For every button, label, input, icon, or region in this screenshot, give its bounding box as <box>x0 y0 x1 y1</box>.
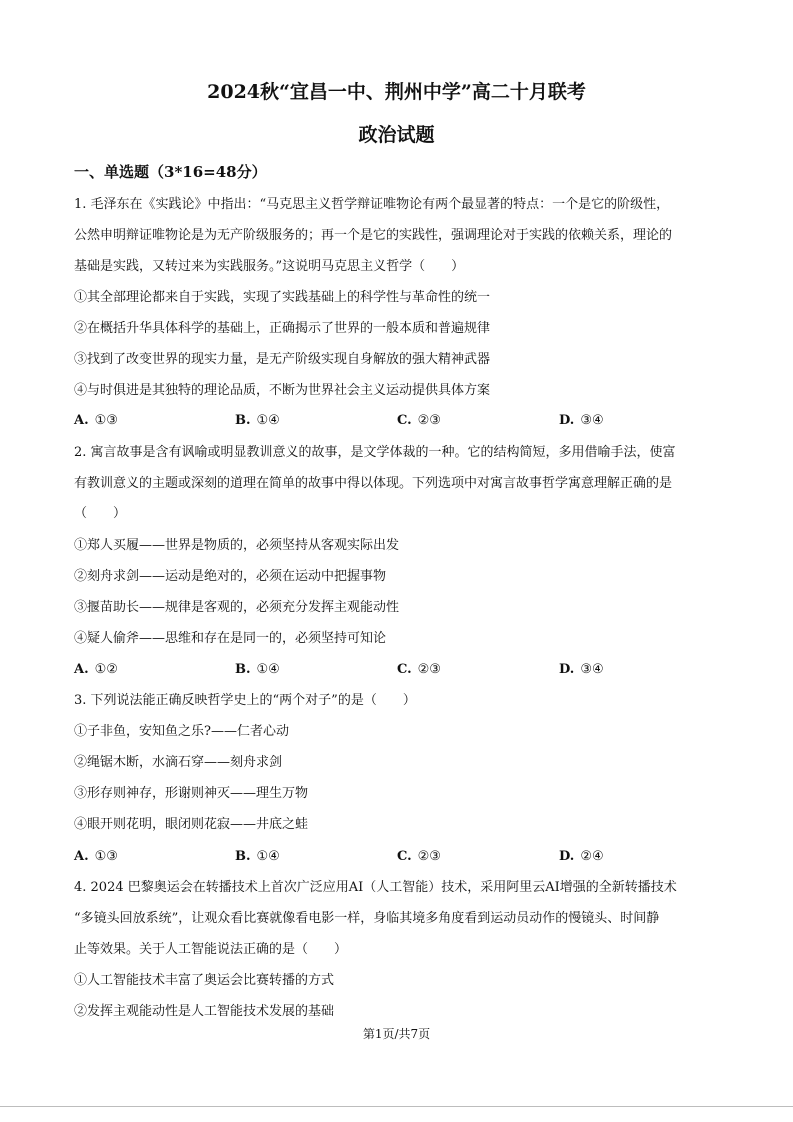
page-bottom-divider <box>0 1106 793 1107</box>
q1-stem-line: 基础是实践，又转过来为实践服务。”这说明马克思主义哲学（ ） <box>74 259 465 274</box>
option-key: C. <box>397 662 412 677</box>
q1-option-b[interactable] <box>235 412 280 430</box>
q1-statement: ③找到了改变世界的现实力量，是无产阶级实现自身解放的强大精神武器 <box>74 352 491 367</box>
q1-statement: ②在概括升华具体科学的基础上，正确揭示了世界的一般本质和普遍规律 <box>74 321 491 336</box>
q1-option-c[interactable] <box>397 412 441 430</box>
q4-stem-line: 止等效果。关于人工智能说法正确的是（ ） <box>74 942 348 957</box>
option-key: D. <box>559 413 575 428</box>
q2-options <box>74 661 724 679</box>
q3-stem-line: 3. 下列说法能正确反映哲学史上的“两个对子”的是（ ） <box>74 693 416 708</box>
option-key: C. <box>397 849 412 864</box>
q2-option-d[interactable] <box>559 661 604 679</box>
q3-option-c[interactable] <box>397 848 441 866</box>
q2-option-a[interactable] <box>74 661 118 679</box>
exam-title: 2024秋“宜昌一中、荆州中学”高二十月联考 <box>207 81 586 103</box>
q3-statement: ④眼开则花明，眼闭则花寂——井底之蛙 <box>74 817 309 832</box>
q2-stem-line: 有教训意义的主题或深刻的道理在简单的故事中得以体现。下列选项中对寓言故事哲学寓意理解正确的是 <box>74 476 673 491</box>
option-value: ①④ <box>256 849 280 864</box>
option-key: D. <box>559 662 575 677</box>
q3-statement: ③形存则神存，形谢则神灭——理生万物 <box>74 786 309 801</box>
q2-stem-line: 2. 寓言故事是含有讽喻或明显教训意义的故事，是文学体裁的一种。它的结构简短，多用借喻手法，使富 <box>74 445 676 460</box>
section-heading: 一、单选题（3*16=48分） <box>74 163 267 181</box>
option-value: ③④ <box>580 662 604 677</box>
option-key: B. <box>235 849 251 864</box>
q3-option-d[interactable] <box>559 848 604 866</box>
q3-option-a[interactable] <box>74 848 118 866</box>
q2-statement: ③揠苗助长——规律是客观的，必须充分发挥主观能动性 <box>74 600 400 615</box>
q2-stem-line: （ ） <box>74 506 127 521</box>
q1-options <box>74 412 724 430</box>
option-key: A. <box>74 849 89 864</box>
option-key: A. <box>74 413 89 428</box>
q3-options <box>74 848 724 866</box>
q3-statement: ②绳锯木断，水滴石穿——刻舟求剑 <box>74 755 283 770</box>
option-value: ②③ <box>417 413 441 428</box>
option-value: ③④ <box>580 413 604 428</box>
q2-option-b[interactable] <box>235 661 280 679</box>
q4-stem-line: “多镜头回放系统”，让观众看比赛就像看电影一样，身临其境多角度看到运动员动作的慢镜头、时间静 <box>74 911 660 926</box>
q1-option-a[interactable] <box>74 412 118 430</box>
option-value: ①④ <box>256 662 280 677</box>
option-key: B. <box>235 413 251 428</box>
q1-stem-line: 1. 毛泽东在《实践论》中指出：“马克思主义哲学辩证唯物论有两个最显著的特点：一个是它的阶级性， <box>74 197 670 212</box>
q2-statement: ④疑人偷斧——思维和存在是同一的，必须坚持可知论 <box>74 631 387 646</box>
option-value: ①④ <box>256 413 280 428</box>
option-value: ②③ <box>417 662 441 677</box>
option-value: ①② <box>94 662 118 677</box>
q1-statement: ①其全部理论都来自于实践，实现了实践基础上的科学性与革命性的统一 <box>74 290 491 305</box>
q2-statement: ②刻舟求剑——运动是绝对的，必须在运动中把握事物 <box>74 569 387 584</box>
q2-statement: ①郑人买履——世界是物质的，必须坚持从客观实际出发 <box>74 538 400 553</box>
q3-statement: ①子非鱼，安知鱼之乐?——仁者心动 <box>74 724 289 739</box>
q4-stem-line: 4. 2024 巴黎奥运会在转播技术上首次广泛应用AI（人工智能）技术，采用阿里云AI增强的全新转播技术 <box>74 880 677 895</box>
page-number: 第1页/共7页 <box>362 1027 431 1041</box>
q1-stem-line: 公然申明辩证唯物论是为无产阶级服务的；再一个是它的实践性，强调理论对于实践的依赖关系，理论的 <box>74 228 673 243</box>
option-key: D. <box>559 849 575 864</box>
q1-statement: ④与时俱进是其独特的理论品质，不断为世界社会主义运动提供具体方案 <box>74 383 491 398</box>
q1-option-d[interactable] <box>559 412 604 430</box>
option-value: ①③ <box>94 849 118 864</box>
option-value: ①③ <box>94 413 118 428</box>
option-value: ②③ <box>417 849 441 864</box>
option-key: B. <box>235 662 251 677</box>
option-key: C. <box>397 413 412 428</box>
option-key: A. <box>74 662 89 677</box>
q4-statement: ②发挥主观能动性是人工智能技术发展的基础 <box>74 1004 335 1019</box>
q4-statement: ①人工智能技术丰富了奥运会比赛转播的方式 <box>74 973 335 988</box>
option-value: ②④ <box>580 849 604 864</box>
exam-subtitle: 政治试题 <box>358 124 435 146</box>
q3-option-b[interactable] <box>235 848 280 866</box>
q2-option-c[interactable] <box>397 661 441 679</box>
